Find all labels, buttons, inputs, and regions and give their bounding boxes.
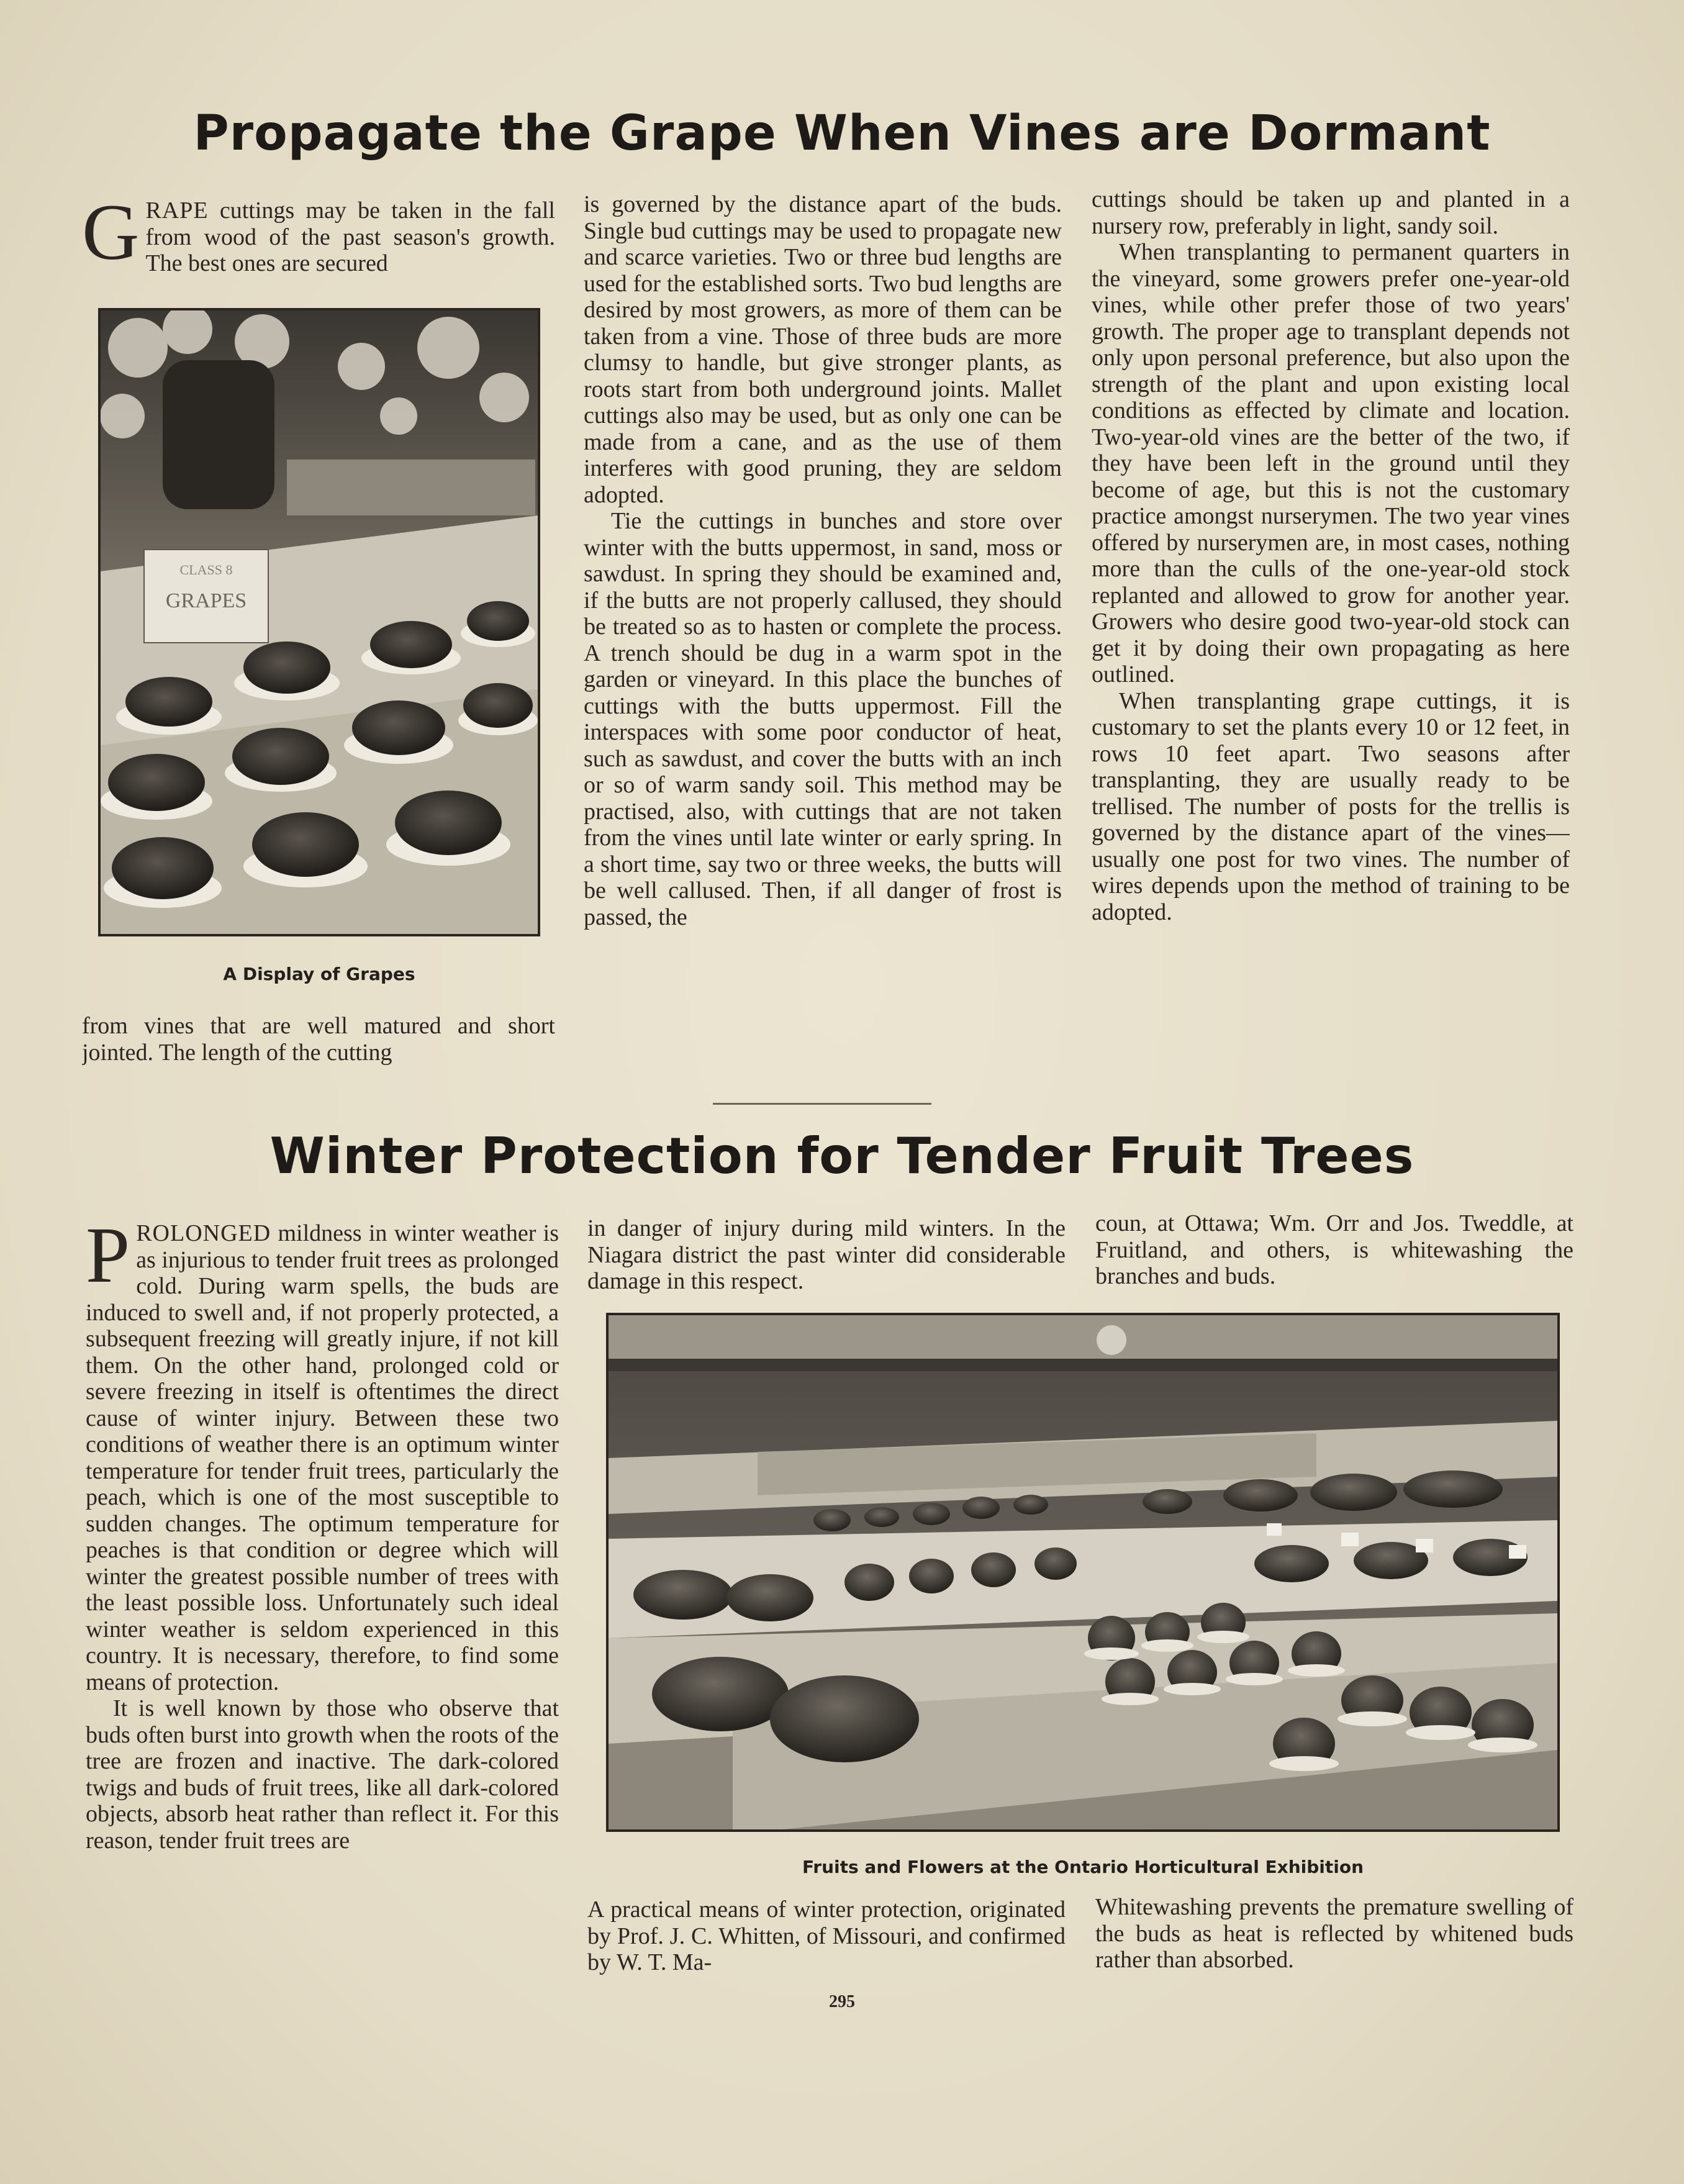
- article-2-title: Winter Protection for Tender Fruit Trees: [269, 1127, 1415, 1185]
- lead-word: ROLONGED: [136, 1220, 271, 1246]
- article-1-title: Propagate the Grape When Vines are Dormant: [193, 106, 1491, 161]
- grapes-photo: [98, 308, 540, 936]
- article-1-col-3-p2: When transplanting to permanent quarters in the vineyard, some growers prefer one-year-old vines, while other prefer those of two years' growth. The proper age to transplant depends not only upon personal preference, but also upon the strength of the plant and upon existing local conditions as effected by climate and location. Two-year-old vines are the better of the two, if they have been left in the ground until they become of age, but this is not the customary practice amongst nurserymen. The two year vines offered by nurserymen are, in most cases, nothing more than the culls of the one-year-old stock replanted and allowed to grow for another year. Growers who desire good two-year-old stock can get it by doing their own propagating as here outlined.: [1092, 239, 1570, 687]
- article-separator: [713, 1103, 931, 1105]
- article-1-col-3-p1: cuttings should be taken up and planted in a nursery row, preferably in light, sandy soil.: [1092, 186, 1570, 239]
- article-1-col-1-bottom: from vines that are well matured and short jointed. The length of the cutting: [82, 1013, 555, 1066]
- article-2-col-1-p2: It is well known by those who observe that buds often burst into growth when the roots of the tree are frozen and inactive. The dark-colored twigs and buds of fruit trees, like all dark-colored objects, absorb heat rather than reflect it. For this reason, tender fruit trees are: [86, 1695, 559, 1854]
- grapes-photo-caption: A Display of Grapes: [223, 964, 415, 984]
- article-1-col-2-p1: is governed by the distance apart of the buds. Single bud cuttings may be used to propagate new and scarce varieties. Two or three bud lengths are used for the established sorts. Two bud lengths are desired by most growers, as more of them can be taken from a vine. Those of three buds are more clumsy to handle, but give stronger plants, as roots start from both underground joints. Mallet cuttings also may be used, but as only one can be made from a cane, and as the use of them interferes with good pruning, they are seldom adopted.: [584, 191, 1062, 508]
- article-1-col-1-text: cuttings may be taken in the fall from wood of the past season's growth. The best ones are secured: [145, 197, 555, 276]
- exhibition-photo-caption: Fruits and Flowers at the Ontario Horticultural Exhibition: [802, 1857, 1364, 1877]
- sign-line-2: GRAPES: [165, 589, 247, 612]
- exhibition-photo-illustration: [609, 1315, 1557, 1829]
- lead-word: RAPE: [145, 197, 209, 224]
- article-2-col-3-top: coun, at Ottawa; Wm. Orr and Jos. Tweddle, at Fruitland, and others, is whitewashing the branches and buds.: [1095, 1210, 1573, 1289]
- grapes-photo-illustration: [101, 310, 538, 934]
- article-2-col-1: [86, 1220, 559, 1990]
- article-2-col-3-bottom: Whitewashing prevents the premature swelling of the buds as heat is reflected by whitened buds rather than absorbed.: [1095, 1894, 1573, 1973]
- article-1-col-1-top: [82, 197, 555, 284]
- sign-line-1: CLASS 8: [179, 562, 233, 578]
- article-2-col-2-top: in danger of injury during mild winters. In the Niagara district the past winter did considerable damage in this respect.: [587, 1215, 1066, 1294]
- exhibition-photo: [606, 1313, 1560, 1832]
- article-1-col-3-p3: When transplanting grape cuttings, it is customary to set the plants every 10 or 12 feet, in rows 10 feet apart. Two seasons after transplanting, they are usually ready to be trellised. The number of posts for the trellis is governed by the distance apart of the vines—usually one post for two vines. The number of wires depends upon the method of training to be adopted.: [1092, 687, 1570, 925]
- article-1-col-3: [1092, 186, 1570, 1063]
- article-2-col-1-p1: mildness in winter weather is as injurious to tender fruit trees as prolonged cold. During warm spells, the buds are induced to swell and, if not properly protected, a subsequent freezing will greatly injure, if not kill them. On the other hand, prolonged cold or severe freezing in itself is oftentimes the direct cause of winter injury. Between these two conditions of weather there is an optimum winter temperature for tender fruit trees, particularly the peach, which is one of the most susceptible to sudden changes. The optimum temperature for peaches is that condition or degree which will winter the greatest possible number of trees with the least possible loss. Unfortunately such ideal winter weather is seldom experienced in this country. It is necessary, therefore, to find some means of protection.: [86, 1220, 559, 1695]
- dropcap-g: G: [82, 197, 140, 276]
- page-number: 295: [829, 1992, 855, 2011]
- article-2-col-2-bottom: A practical means of winter protection, originated by Prof. J. C. Whitten, of Missouri, and confirmed by W. T. Ma-: [587, 1896, 1066, 1975]
- article-1-col-2-p2: Tie the cuttings in bunches and store over winter with the butts uppermost, in sand, moss or sawdust. In spring they should be examined and, if the butts are not properly callused, they should be treated so as to hasten or complete the process. A trench should be dug in a warm spot in the garden or vineyard. In this place the bunches of cuttings with the butts uppermost. Fill the interspaces with some poor conductor of heat, such as sawdust, and cover the butts with an inch or so of warm sandy soil. This method may be practised, also, with cuttings that are not taken from the vines until late winter or early spring. In a short time, say two or three weeks, the butts will be well callused. Then, if all danger of frost is passed, the: [584, 508, 1062, 930]
- article-1-col-2: [584, 191, 1062, 1068]
- dropcap-p: P: [86, 1220, 130, 1299]
